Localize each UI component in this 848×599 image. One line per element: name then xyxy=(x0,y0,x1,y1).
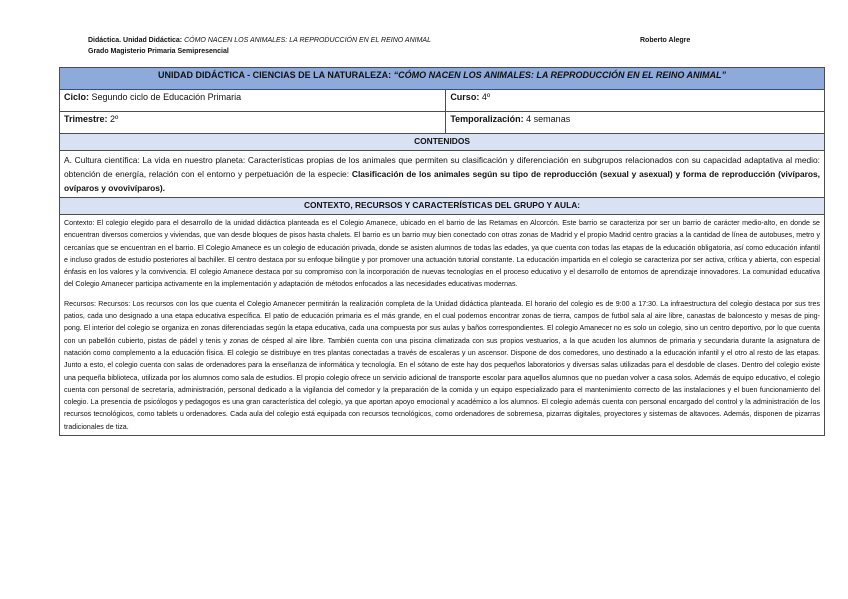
recursos-paragraph: Recursos: Recursos: Los recursos con los que cuenta el Colegio Amanecer permitirán la realización completa de la Unidad didáctica planteada. El horario del colegio es de 9:00 a 17:30. La infraestructura del colegio destaca por sus tres patios, cada uno designado a una etapa educativa específica. El patio de educación primaria es el más grande, en el cual podemos encontrar zonas de tierra, campos de futbol sala al aire libre, canastas de baloncesto y mesas de ping-pong. El interior del colegio se organiza en zonas diferenciadas según la etapa educativa, cada una compuesta por sus aulas y baños correspondientes. El colegio Amanecer no es solo un colegio, sino un centro deportivo, por lo que cuenta con un pabellón cubierto, pistas de pádel y tenis y zonas de césped al aire libre. También cuenta con una piscina climatizada con sus propios vestuarios, a la que acuden los alumnos de primaria y secundaria durante la asignatura de natación como complemento a la educación física. El colegio se distribuye en tres plantas conectadas a través de escaleras y un ascensor. Dispone de dos comedores, uno destinado a la educación infantil y el otro al resto de las etapas. Junto a esto, el colegio cuenta con salas de ordenadores para la enseñanza de informática y tecnología. En el sótano de este hay dos pequeños laboratorios y diversas salas utilizadas para el desdoble de clases. Dentro del colegio existe una pequeña biblioteca, utilizada por los alumnos como sala de estudios. El propio colegio ofrece un servicio adicional de transporte escolar para aquellos alumnos que no puedan volver a casa solos. Además de equipo educativo, el colegio cuenta con personal de secretaría, administración, personal dedicado a la vigilancia del comedor y la preparación de la comida y un equipo especializado para el mantenimiento correcto de las instalaciones y el buen funcionamiento del colegio. La presencia de psicólogos y pedagogos es una gran característica del colegio, ya que aportan apoyo emocional y académico a los alumnos. El colegio además cuenta con personal encargado del control y la administración de los recursos tecnológicos, como tablets u ordenadores. Cada aula del colegio está equipada con recursos tecnológicos, como ordenadores de sobremesa, pizarras digitales, proyectores y sistemas de altavoces. Además, disponen de pizarras tradicionales de tiza. xyxy=(64,299,820,431)
contenidos-text-bold: Clasificación de los animales según su tipo de reproducción (sexual y asexual) y forma de reproducción (vivíparos, ovíparos y ovovivíparos). xyxy=(64,169,820,193)
temporalizacion-value: 4 semanas xyxy=(523,114,571,124)
unit-table xyxy=(59,67,825,436)
contenidos-text: A. Cultura científica: La vida en nuestro planeta: Características propias de los animales que permiten su clasificación y diferenciación en subgrupos relacionados con su capacidad adaptativa al medio: obtención de energía, relación con el entorno y perpetuación de la especie: xyxy=(64,155,820,179)
contenidos-cell xyxy=(60,151,825,198)
unit-title xyxy=(60,68,825,90)
contenidos-heading: CONTENIDOS xyxy=(60,134,825,151)
contenidos-paragraph xyxy=(64,153,820,195)
unit-title-italic: “CÓMO NACEN LOS ANIMALES: LA REPRODUCCIÓN EN EL REINO ANIMAL” xyxy=(393,70,726,80)
contexto-heading-row xyxy=(60,198,825,215)
ciclo-value: Segundo ciclo de Educación Primaria xyxy=(89,92,242,102)
contexto-heading: CONTEXTO, RECURSOS Y CARACTERÍSTICAS DEL GRUPO Y AULA: xyxy=(60,198,825,215)
contexto-row xyxy=(60,215,825,436)
contenidos-heading-row xyxy=(60,134,825,151)
contexto-paragraph: Contexto: El colegio elegido para el desarrollo de la unidad didáctica planteada es el Colegio Amanece, ubicado en el barrio de las Retamas en Alcorcón. Este barrio se caracteriza por ser un barrio de carácter medio-alto, en donde se encuentran diversos comercios y viviendas, que van desde bloques de pisos hasta chalets. El barrio es un barrio muy bien conectado con otras zonas de Madrid y el propio Madrid centro gracias a la cantidad de línea de autobuses, metro y cercanías que se encuentran en el barrio. El Colegio Amanece es un colegio de educación privada, donde se asisten alumnos de todas las edades, ya que cuenta con todas las etapas de la educación obligatoria, así como educación infantil e incluso grados de estudio posteriores al bachiller. El centro destaca por su enfoque bilingüe y por promover una actuación tutorial constante. La educación impartida en el colegio se caracteriza por ser activa, crítica y abierta, con especial énfasis en los valores y la convivencia. El colegio Amanece destaca por su compromiso con la incorporación de nuevas tecnologías en el proceso educativo y el desarrollo de entornos de aprendizaje innovadores. La comunidad educativa del Colegio Amanecer participa activamente en la implementación y adaptación de métodos enfocados a las necesidades educativas modernas. xyxy=(64,219,820,289)
trimestre-label: Trimestre: xyxy=(64,114,108,124)
trimestre-temporalizacion-row xyxy=(60,112,825,134)
contenidos-row xyxy=(60,151,825,198)
page-header xyxy=(88,35,748,57)
curso-cell xyxy=(446,90,825,112)
ciclo-cell xyxy=(60,90,446,112)
curso-value: 4º xyxy=(479,92,491,102)
temporalizacion-label: Temporalización: xyxy=(450,114,524,124)
unit-title-prefix: UNIDAD DIDÁCTICA - CIENCIAS DE LA NATURALEZA: xyxy=(158,70,394,80)
header-author: Roberto Alegre xyxy=(640,37,691,44)
trimestre-cell xyxy=(60,112,446,134)
header-unit-title: CÓMO NACEN LOS ANIMALES: LA REPRODUCCIÓN EN EL REINO ANIMAL xyxy=(184,37,431,44)
ciclo-label: Ciclo: xyxy=(64,92,90,102)
header-subject: Didáctica. Unidad Didáctica: xyxy=(88,37,185,44)
trimestre-value: 2º xyxy=(107,114,119,124)
header-line-2: Grado Magisterio Primaria Semipresencial xyxy=(88,48,229,55)
unit-title-row xyxy=(60,68,825,90)
contexto-cell xyxy=(60,215,825,436)
ciclo-curso-row xyxy=(60,90,825,112)
curso-label: Curso: xyxy=(450,92,480,102)
temporalizacion-cell xyxy=(446,112,825,134)
